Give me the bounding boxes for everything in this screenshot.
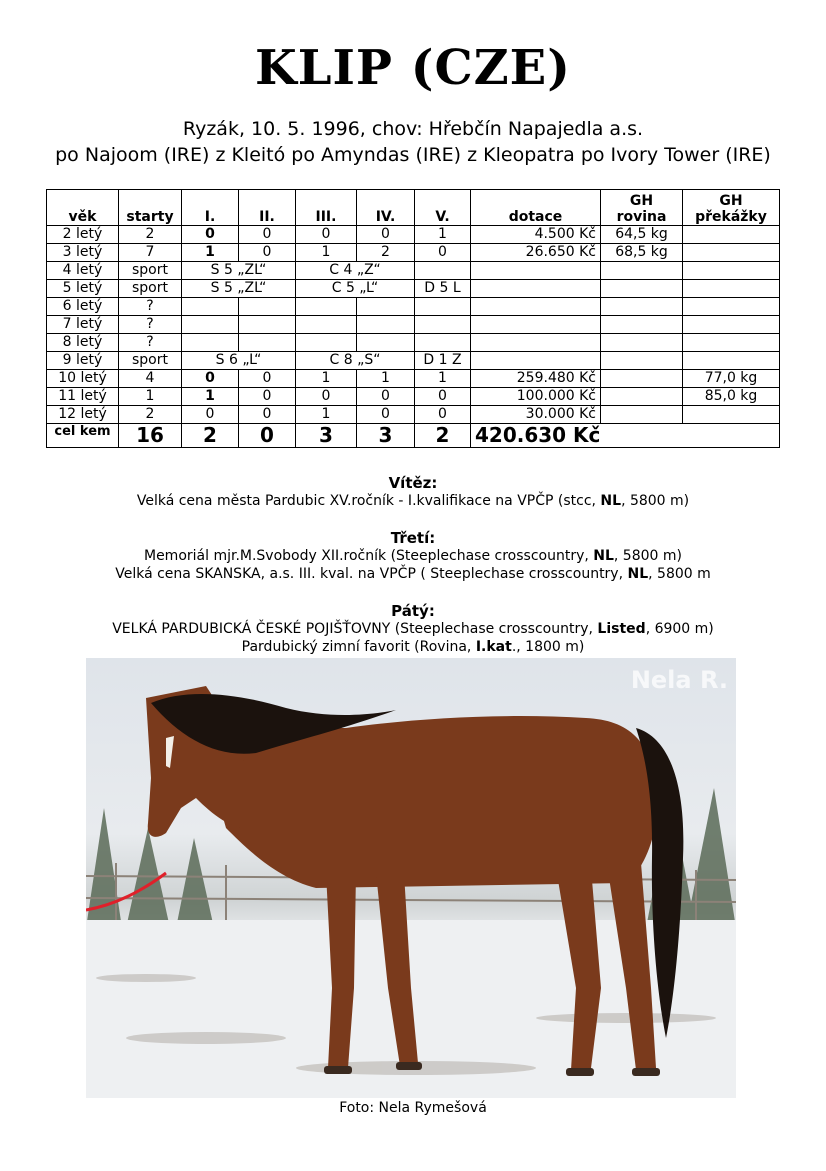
table-cell: 2 xyxy=(357,244,415,262)
table-cell: C 4 „Z“ xyxy=(296,262,415,280)
table-cell xyxy=(471,298,601,316)
table-cell xyxy=(601,370,683,388)
table-cell: 1 xyxy=(182,244,239,262)
page-title: KLIP (CZE) xyxy=(255,40,571,96)
table-cell xyxy=(182,298,239,316)
table-cell: 0 xyxy=(415,406,471,424)
table-total-cell: 2 xyxy=(415,424,471,448)
table-row xyxy=(47,262,780,280)
table-cell: 0 xyxy=(239,244,296,262)
third-section xyxy=(0,529,826,583)
table-cell: 7 letý xyxy=(47,316,119,334)
header-cell: III. xyxy=(296,190,357,226)
table-cell xyxy=(601,352,683,370)
fifth-section xyxy=(0,602,826,656)
table-total-cell: 16 xyxy=(119,424,182,448)
table-cell: 1 xyxy=(415,370,471,388)
table-cell: 0 xyxy=(357,226,415,244)
table-cell: 0 xyxy=(357,406,415,424)
table-cell: 2 letý xyxy=(47,226,119,244)
table-cell xyxy=(357,298,415,316)
table-cell: 1 xyxy=(296,370,357,388)
table-cell xyxy=(683,298,780,316)
table-cell xyxy=(471,352,601,370)
table-cell xyxy=(415,262,471,280)
table-total-row xyxy=(47,424,780,448)
table-cell: 4 letý xyxy=(47,262,119,280)
table-cell: 1 xyxy=(182,388,239,406)
table-row xyxy=(47,244,780,262)
photo-caption: Foto: Nela Rymešová xyxy=(339,1100,487,1116)
photo-watermark: Nela R. xyxy=(630,666,728,694)
table-cell: 6 letý xyxy=(47,298,119,316)
table-cell: 0 xyxy=(182,226,239,244)
table-row xyxy=(47,316,780,334)
table-cell: ? xyxy=(119,316,182,334)
horse-icon xyxy=(86,658,736,1098)
table-cell xyxy=(601,280,683,298)
third-race-2: Velká cena SKANSKA, a.s. III. kval. na VPČP ( Steeplechase crosscountry, NL, 5800 m xyxy=(115,566,711,582)
header-cell: věk xyxy=(47,190,119,226)
table-cell: 1 xyxy=(415,226,471,244)
pedigree: po Najoom (IRE) z Kleitó po Amyndas (IRE) z Kleopatra po Ivory Tower (IRE) xyxy=(55,144,771,166)
table-cell: 1 xyxy=(296,406,357,424)
table-cell: 0 xyxy=(182,370,239,388)
table-cell xyxy=(601,262,683,280)
table-cell: 5 letý xyxy=(47,280,119,298)
table-cell xyxy=(601,406,683,424)
header-cell: GH rovina xyxy=(601,190,683,226)
table-cell xyxy=(239,316,296,334)
table-cell: 0 xyxy=(239,226,296,244)
table-cell: 26.650 Kč xyxy=(471,244,601,262)
table-cell xyxy=(601,334,683,352)
table-cell xyxy=(357,334,415,352)
table-cell: ? xyxy=(119,334,182,352)
table-cell: sport xyxy=(119,352,182,370)
table-cell: 12 letý xyxy=(47,406,119,424)
table-cell: 64,5 kg xyxy=(601,226,683,244)
table-cell xyxy=(415,298,471,316)
header-cell: I. xyxy=(182,190,239,226)
table-cell: C 8 „S“ xyxy=(296,352,415,370)
table-cell: 8 letý xyxy=(47,334,119,352)
table-cell: 68,5 kg xyxy=(601,244,683,262)
table-cell: 100.000 Kč xyxy=(471,388,601,406)
table-cell xyxy=(415,316,471,334)
table-cell xyxy=(471,262,601,280)
table-cell xyxy=(239,334,296,352)
table-row xyxy=(47,334,780,352)
results-table xyxy=(46,189,780,448)
table-cell xyxy=(182,334,239,352)
table-cell: C 5 „L“ xyxy=(296,280,415,298)
table-cell: 1 xyxy=(357,370,415,388)
table-cell: S 6 „L“ xyxy=(182,352,296,370)
table-cell: sport xyxy=(119,262,182,280)
winner-section xyxy=(0,474,826,510)
table-total-cell: 0 xyxy=(239,424,296,448)
table-cell xyxy=(182,316,239,334)
table-total-cell: 2 xyxy=(182,424,239,448)
table-cell: 7 xyxy=(119,244,182,262)
table-cell xyxy=(471,280,601,298)
table-cell: S 5 „ZL“ xyxy=(182,280,296,298)
table-cell xyxy=(683,280,780,298)
table-cell: 0 xyxy=(415,244,471,262)
table-cell: 85,0 kg xyxy=(683,388,780,406)
table-cell: 0 xyxy=(415,388,471,406)
table-cell: 0 xyxy=(239,406,296,424)
table-cell: 30.000 Kč xyxy=(471,406,601,424)
table-header-row xyxy=(47,190,780,226)
table-cell: 2 xyxy=(119,226,182,244)
table-cell: 0 xyxy=(357,388,415,406)
header-cell: IV. xyxy=(357,190,415,226)
table-cell: S 5 „ZL“ xyxy=(182,262,296,280)
table-row xyxy=(47,406,780,424)
table-row xyxy=(47,298,780,316)
table-row xyxy=(47,370,780,388)
table-row xyxy=(47,280,780,298)
header-cell: II. xyxy=(239,190,296,226)
fifth-race-2: Pardubický zimní favorit (Rovina, I.kat., 1800 m) xyxy=(241,639,585,655)
table-cell: 3 letý xyxy=(47,244,119,262)
table-cell: 77,0 kg xyxy=(683,370,780,388)
table-cell xyxy=(239,298,296,316)
table-cell: 2 xyxy=(119,406,182,424)
table-cell xyxy=(683,316,780,334)
table-row xyxy=(47,226,780,244)
table-row xyxy=(47,388,780,406)
header-cell: starty xyxy=(119,190,182,226)
table-cell: 0 xyxy=(296,388,357,406)
table-total-cell: 420.630 Kč xyxy=(471,424,780,448)
header-cell: GH překážky xyxy=(683,190,780,226)
table-cell xyxy=(601,388,683,406)
third-race-1: Memoriál mjr.M.Svobody XII.ročník (Steeplechase crosscountry, NL, 5800 m) xyxy=(143,548,682,564)
table-cell: ? xyxy=(119,298,182,316)
table-total-cell: cel kem xyxy=(47,424,119,448)
table-cell xyxy=(296,298,357,316)
table-cell xyxy=(683,334,780,352)
table-cell: sport xyxy=(119,280,182,298)
table-cell xyxy=(683,352,780,370)
table-cell: 11 letý xyxy=(47,388,119,406)
table-cell xyxy=(296,316,357,334)
table-cell: 0 xyxy=(296,226,357,244)
table-cell: D 1 Z xyxy=(415,352,471,370)
table-row xyxy=(47,352,780,370)
header-cell: dotace xyxy=(471,190,601,226)
table-cell: 9 letý xyxy=(47,352,119,370)
header-cell: V. xyxy=(415,190,471,226)
table-cell xyxy=(296,334,357,352)
table-cell xyxy=(683,262,780,280)
table-cell: 1 xyxy=(296,244,357,262)
table-cell: 10 letý xyxy=(47,370,119,388)
table-cell: 0 xyxy=(182,406,239,424)
winner-race: Velká cena města Pardubic XV.ročník - I.kvalifikace na VPČP (stcc, NL, 5800 m) xyxy=(136,493,690,509)
table-cell: 0 xyxy=(239,370,296,388)
table-cell: 259.480 Kč xyxy=(471,370,601,388)
fifth-race-1: VELKÁ PARDUBICKÁ ČESKÉ POJIŠŤOVNY (Steeplechase crosscountry, Listed, 6900 m) xyxy=(112,621,714,637)
third-heading: Třetí: xyxy=(390,529,436,547)
table-cell xyxy=(683,226,780,244)
winner-heading: Vítěz: xyxy=(388,474,438,492)
table-cell: 4.500 Kč xyxy=(471,226,601,244)
table-cell xyxy=(601,298,683,316)
table-cell xyxy=(683,244,780,262)
table-cell xyxy=(601,316,683,334)
table-cell xyxy=(357,316,415,334)
table-cell xyxy=(471,316,601,334)
table-cell: 1 xyxy=(119,388,182,406)
table-cell xyxy=(471,334,601,352)
table-cell xyxy=(415,334,471,352)
table-total-cell: 3 xyxy=(357,424,415,448)
table-total-cell: 3 xyxy=(296,424,357,448)
fifth-heading: Pátý: xyxy=(391,602,435,620)
table-cell xyxy=(683,406,780,424)
table-cell: 4 xyxy=(119,370,182,388)
table-cell: 0 xyxy=(239,388,296,406)
horse-info: Ryzák, 10. 5. 1996, chov: Hřebčín Napajedla a.s. xyxy=(182,118,644,140)
horse-photo xyxy=(86,658,736,1098)
table-cell: D 5 L xyxy=(415,280,471,298)
